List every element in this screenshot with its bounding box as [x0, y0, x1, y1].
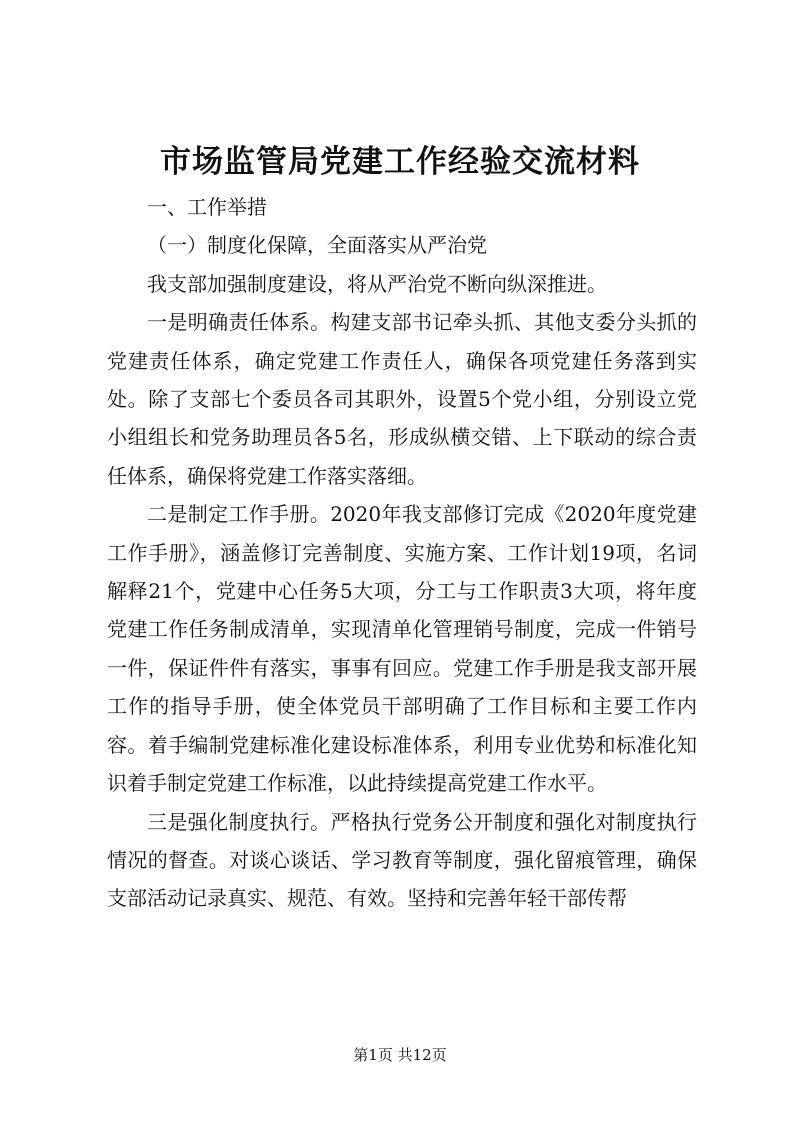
subsection-heading: （一）制度化保障，全面落实从严治党	[147, 233, 487, 258]
body-paragraph: 三是强化制度执行。严格执行党务公开制度和强化对制度执行情况的督查。对谈心谈话、学习教育等制度，强化留痕管理，确保支部活动记录真实、规范、有效。坚持和完善年轻干部传帮	[107, 809, 697, 911]
body-paragraph: 二是制定工作手册。2020年我支部修订完成《2020年度党建工作手册》，涵盖修订完善制度、实施方案、工作计划19项，名词解释21个，党建中心任务5大项，分工与工作职责3大项，将年度党建工作任务制成清单，实现清单化管理销号制度，完成一件销号一件，保证件件有落实，事事有回应。党建工作手册是我支部开展工作的指导手册，使全体党员干部明确了工作目标和主要工作内容。着手编制党建标准化建设标准体系，利用专业优势和标准化知识着手制定党建工作标准，以此持续提高党建工作水平。	[107, 502, 697, 796]
section-heading: 一、工作举措	[147, 195, 267, 219]
page-number-footer: 第1页 共12页	[353, 1046, 447, 1064]
body-paragraph: 一是明确责任体系。构建支部书记牵头抓、其他支委分头抓的党建责任体系，确定党建工作责任人，确保各项党建任务落到实处。除了支部七个委员各司其职外，设置5个党小组，分别设立党小组组长和党务助理员各5名，形成纵横交错、上下联动的综合责任体系，确保将党建工作落实落细。	[107, 310, 697, 488]
body-paragraph: 我支部加强制度建设，将从严治党不断向纵深推进。	[147, 271, 607, 296]
document-body	[107, 188, 697, 918]
document-title: 市场监管局党建工作经验交流材料	[160, 144, 640, 180]
